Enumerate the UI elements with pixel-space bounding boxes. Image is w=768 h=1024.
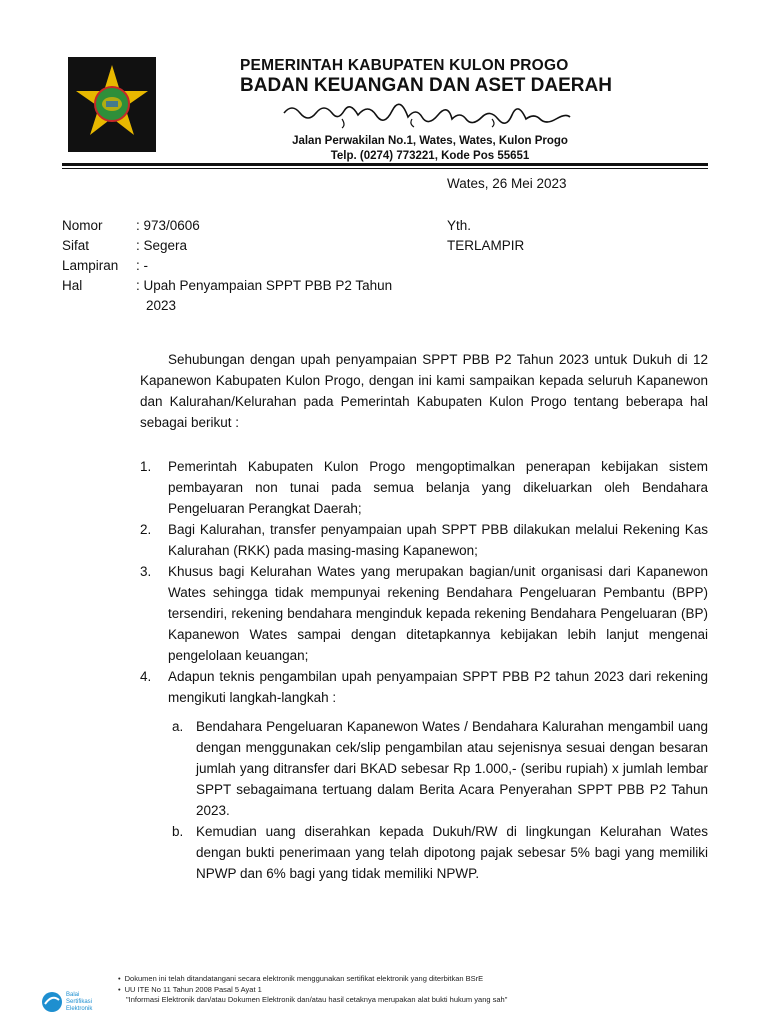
list-item [172,821,708,884]
points-list [140,456,708,708]
letterhead [240,56,670,164]
hal-label: Hal [62,278,83,293]
hal-value-continued: 2023 [146,298,177,313]
list-text: Khusus bagi Kelurahan Wates yang merupakan bagian/unit organisasi dari Kapanewon Wates sehingga tidak mempunyai rekening Bendahara Pengeluaran Pembantu (BPP) tersendiri, rekening bendahara menginduk kepada rekening Bendahara Pengeluaran (BP) Kapanewon Wates sampai dengan ditetapkannya kebijakan lebih lanjut mengenai pengelolaan keuangan; [168,564,708,663]
agency-contact: Telp. (0274) 773221, Kode Pos 55651 [330,150,530,162]
header-rule-thick [62,163,708,166]
sifat-label: Sifat [62,238,90,253]
bsre-text-2: Sertifikasi [66,999,93,1005]
list-number: 1. [140,459,152,474]
list-item [140,561,708,666]
nomor-value: : 973/0606 [136,218,200,233]
hal-value: : Upah Penyampaian SPPT PBB P2 Tahun [136,278,393,293]
footer-note-3: "Informasi Elektronik dan/atau Dokumen Elektronik dan/atau hasil cetaknya merupakan alat bukti hukum yang sah" [126,995,508,1004]
sifat-value: : Segera [136,238,188,253]
lampiran-value: : - [136,258,148,273]
list-text: Adapun teknis pengambilan upah penyampaian SPPT PBB P2 tahun 2023 dari rekening mengikuti langkah-langkah : [168,669,708,705]
footer-note-2: • UU ITE No 11 Tahun 2008 Pasal 5 Ayat 1 [118,985,507,996]
letter-date: Wates, 26 Mei 2023 [447,176,567,191]
bsre-text-1: Balai [66,992,80,998]
list-number: 3. [140,564,152,579]
footer-note-1: • Dokumen ini telah ditandatangani secara elektronik menggunakan sertifikat elektronik yang diterbitkan BSrE [118,974,507,985]
intro-paragraph: Sehubungan dengan upah penyampaian SPPT PBB P2 Tahun 2023 untuk Dukuh di 12 Kapanewon Kabupaten Kulon Progo, dengan ini kami sampaikan kepada seluruh Kapanewon dan Kalurahan/Kelurahan pada Pemerintah Kabupaten Kulon Progo tentang beberapa hal sebagai berikut : [140,352,708,430]
bsre-text-3: Elektronik [66,1006,93,1012]
agency-name: BADAN KEUANGAN DAN ASET DAERAH [240,75,612,96]
list-item [172,716,708,821]
javanese-script-icon [282,99,602,129]
addressee [447,216,524,256]
list-text: Kemudian uang diserahkan kepada Dukuh/RW di lingkungan Kelurahan Wates dengan bukti penerimaan yang telah dipotong pajak sebesar 5% bagi yang memiliki NPWP dan 6% bagi yang tidak memiliki NPWP. [196,824,708,881]
list-number: 2. [140,522,152,537]
list-number: 4. [140,669,152,684]
addressee-to: TERLAMPIR [447,238,525,253]
e-signature-footer [118,974,507,1006]
header-rule-thin [62,168,708,169]
addressee-yth: Yth. [447,218,472,233]
nomor-label: Nomor [62,218,103,233]
subpoints-list [172,716,708,884]
government-name: PEMERINTAH KABUPATEN KULON PROGO [240,57,569,74]
list-text: Bagi Kalurahan, transfer penyampaian upah SPPT PBB dilakukan melalui Rekening Kas Kalurahan (RKK) pada masing-masing Kapanewon; [168,522,708,558]
list-letter: b. [172,824,184,839]
list-text: Bendahara Pengeluaran Kapanewon Wates / Bendahara Kalurahan mengambil uang dengan menggunakan cek/slip pengambilan atau sejenisnya sesuai dengan besaran jumlah yang ditransfer dari BKAD sebesar Rp 1.000,- (seribu rupiah) x jumlah lembar SPPT sebagaimana tertuang dalam Berita Acara Penyerahan SPPT PBB P2 Tahun 2023. [196,719,708,818]
list-item [140,456,708,519]
kulon-progo-emblem-icon [68,57,156,152]
list-item [140,666,708,708]
agency-address: Jalan Perwakilan No.1, Wates, Wates, Kulon Progo [292,135,568,147]
bsre-logo-icon [40,986,110,1016]
list-text: Pemerintah Kabupaten Kulon Progo mengoptimalkan penerapan kebijakan sistem pembayaran non tunai pada semua belanja yang dikeluarkan oleh Bendahara Pengeluaran Perangkat Daerah; [168,459,708,516]
list-item [140,519,708,561]
list-letter: a. [172,719,184,734]
lampiran-label: Lampiran [62,258,119,273]
letter-meta [62,216,436,316]
